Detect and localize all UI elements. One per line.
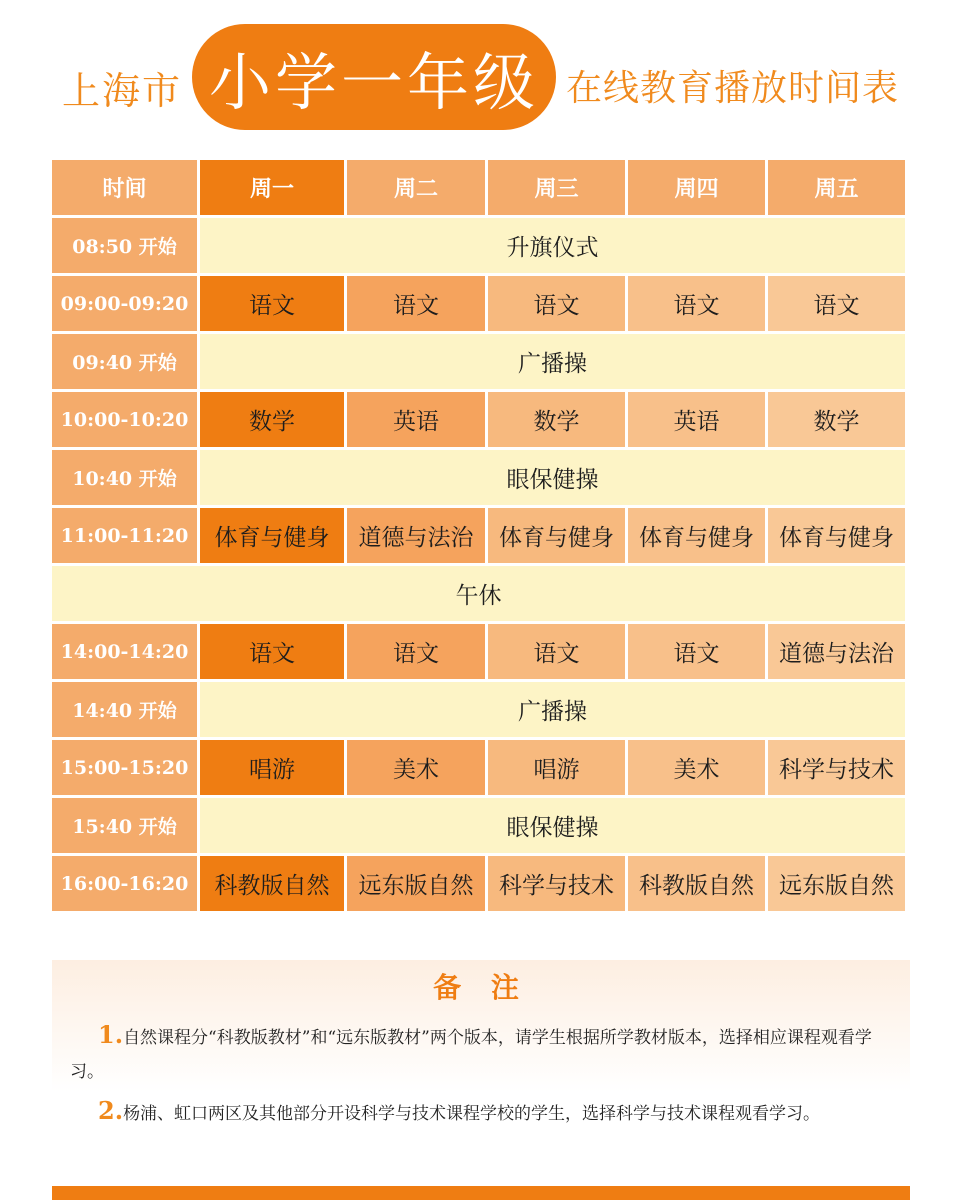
lesson-cell: 道德与法治 — [768, 624, 905, 679]
time-cell: 15:00-15:20 — [52, 740, 197, 795]
time-cell: 08:50 开始 — [52, 218, 197, 273]
title-grade-badge: 小学一年级 — [192, 24, 556, 130]
lesson-cell: 英语 — [347, 392, 485, 447]
notes-title: 备 注 — [433, 971, 529, 1004]
time-cell: 10:00-10:20 — [52, 392, 197, 447]
activity-cell: 广播操 — [200, 334, 905, 389]
header-thursday: 周四 — [628, 160, 765, 215]
activity-cell: 广播操 — [200, 682, 905, 737]
lesson-cell: 远东版自然 — [768, 856, 905, 911]
time-cell: 09:40 开始 — [52, 334, 197, 389]
lesson-cell: 语文 — [347, 624, 485, 679]
time-cell: 14:00-14:20 — [52, 624, 197, 679]
lesson-cell: 体育与健身 — [200, 508, 344, 563]
bottom-bar — [52, 1186, 910, 1200]
lesson-cell: 科学与技术 — [488, 856, 625, 911]
note-item — [70, 1094, 900, 1131]
header-tuesday: 周二 — [347, 160, 485, 215]
lesson-cell: 体育与健身 — [488, 508, 625, 563]
note-number: 2. — [98, 1096, 124, 1125]
lesson-cell: 语文 — [628, 624, 765, 679]
notes-section — [52, 960, 910, 1200]
title-city: 上海市 — [62, 69, 183, 113]
lesson-cell: 科学与技术 — [768, 740, 905, 795]
lesson-cell: 语文 — [200, 624, 344, 679]
time-cell: 09:00-09:20 — [52, 276, 197, 331]
lesson-cell: 语文 — [347, 276, 485, 331]
lesson-cell: 数学 — [200, 392, 344, 447]
lesson-cell: 远东版自然 — [347, 856, 485, 911]
header-friday: 周五 — [768, 160, 905, 215]
lesson-cell: 唱游 — [488, 740, 625, 795]
header-monday: 周一 — [200, 160, 344, 215]
lesson-cell: 数学 — [488, 392, 625, 447]
lesson-cell: 语文 — [628, 276, 765, 331]
note-item — [70, 1018, 900, 1089]
activity-cell: 眼保健操 — [200, 798, 905, 853]
lesson-cell: 语文 — [488, 276, 625, 331]
lesson-cell: 体育与健身 — [768, 508, 905, 563]
lesson-cell: 科教版自然 — [628, 856, 765, 911]
title-subtitle: 在线教育播放时间表 — [566, 68, 900, 109]
lesson-cell: 英语 — [628, 392, 765, 447]
lesson-cell: 语文 — [768, 276, 905, 331]
lesson-cell: 唱游 — [200, 740, 344, 795]
lesson-cell: 语文 — [200, 276, 344, 331]
time-cell: 16:00-16:20 — [52, 856, 197, 911]
lesson-cell: 道德与法治 — [347, 508, 485, 563]
note-number: 1. — [98, 1020, 124, 1049]
lunch-break-cell: 午休 — [52, 566, 905, 621]
time-cell: 15:40 开始 — [52, 798, 197, 853]
time-cell: 11:00-11:20 — [52, 508, 197, 563]
lesson-cell: 美术 — [347, 740, 485, 795]
note-text: 自然课程分“科教版教材”和“远东版教材”两个版本，请学生根据所学教材版本，选择相应课程观看学习。 — [70, 1028, 872, 1082]
time-cell: 10:40 开始 — [52, 450, 197, 505]
header-wednesday: 周三 — [488, 160, 625, 215]
lesson-cell: 体育与健身 — [628, 508, 765, 563]
activity-cell: 升旗仪式 — [200, 218, 905, 273]
page-title — [0, 22, 960, 132]
lesson-cell: 语文 — [488, 624, 625, 679]
lesson-cell: 数学 — [768, 392, 905, 447]
time-cell: 14:40 开始 — [52, 682, 197, 737]
activity-cell: 眼保健操 — [200, 450, 905, 505]
lesson-cell: 美术 — [628, 740, 765, 795]
note-text: 杨浦、虹口两区及其他部分开设科学与技术课程学校的学生，选择科学与技术课程观看学习。 — [123, 1104, 821, 1124]
lesson-cell: 科教版自然 — [200, 856, 344, 911]
schedule-table — [52, 160, 910, 917]
header-time: 时间 — [52, 160, 197, 215]
